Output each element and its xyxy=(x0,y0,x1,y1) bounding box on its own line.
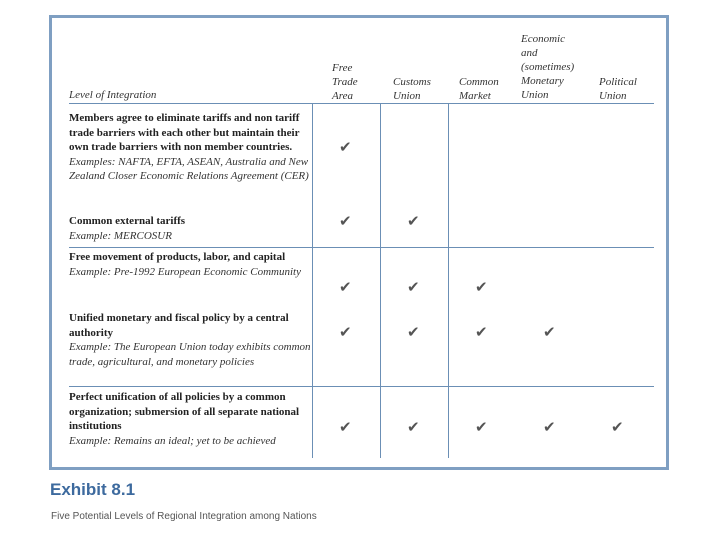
check-icon: ✔ xyxy=(543,323,556,341)
check-icon: ✔ xyxy=(407,212,420,230)
check-icon: ✔ xyxy=(339,323,352,341)
row-description: Common external tariffs xyxy=(69,215,186,227)
grid-line xyxy=(380,103,381,458)
row-description: Perfect unification of all policies by a common organization; submersion of all separate national institutions xyxy=(69,391,300,432)
check-icon: ✔ xyxy=(339,418,352,436)
table-row xyxy=(69,311,311,369)
check-icon: ✔ xyxy=(407,323,420,341)
check-icon: ✔ xyxy=(339,138,352,156)
check-icon: ✔ xyxy=(475,418,488,436)
check-icon: ✔ xyxy=(611,418,624,436)
check-icon: ✔ xyxy=(407,418,420,436)
col-header-common-market: Common Market xyxy=(459,76,499,102)
row-divider xyxy=(69,386,654,387)
header-divider xyxy=(69,103,654,104)
table-row xyxy=(69,214,311,243)
table-row xyxy=(69,390,311,448)
row-example: Example: Pre-1992 European Economic Community xyxy=(69,265,301,278)
row-description: Members agree to eliminate tariffs and non tariff trade barriers with each other but maintain their own trade barriers with non member countries. xyxy=(69,112,300,153)
check-icon: ✔ xyxy=(339,212,352,230)
check-icon: ✔ xyxy=(339,278,352,296)
row-example: Examples: NAFTA, EFTA, ASEAN, Australia and New Zealand Closer Economic Relations Agreement (CER) xyxy=(69,155,309,182)
row-example: Example: MERCOSUR xyxy=(69,229,172,242)
row-description: Unified monetary and fiscal policy by a central authority xyxy=(69,312,289,339)
check-icon: ✔ xyxy=(407,278,420,296)
check-icon: ✔ xyxy=(475,323,488,341)
grid-line xyxy=(312,103,313,458)
row-example: Example: Remains an ideal; yet to be achieved xyxy=(69,434,276,447)
row-header-level-of-integration: Level of Integration xyxy=(69,89,157,101)
row-divider xyxy=(69,247,654,248)
exhibit-title: Exhibit 8.1 xyxy=(50,480,136,499)
check-icon: ✔ xyxy=(543,418,556,436)
col-header-political-union: Political Union xyxy=(599,76,637,102)
row-example: Example: The European Union today exhibits common trade, agricultural, and monetary policies xyxy=(69,341,311,368)
exhibit-caption: Five Potential Levels of Regional Integration among Nations xyxy=(51,511,317,522)
table-row xyxy=(69,111,311,184)
col-header-customs-union: Customs Union xyxy=(393,76,431,102)
exhibit-table-frame xyxy=(49,15,669,470)
check-icon: ✔ xyxy=(475,278,488,296)
col-header-free-trade-area: Free Trade Area xyxy=(332,62,358,102)
col-header-economic-monetary-union: Economic and (sometimes) Monetary Union xyxy=(521,33,575,101)
grid-line xyxy=(448,103,449,458)
row-description: Free movement of products, labor, and capital xyxy=(69,251,286,263)
table-row xyxy=(69,250,311,279)
